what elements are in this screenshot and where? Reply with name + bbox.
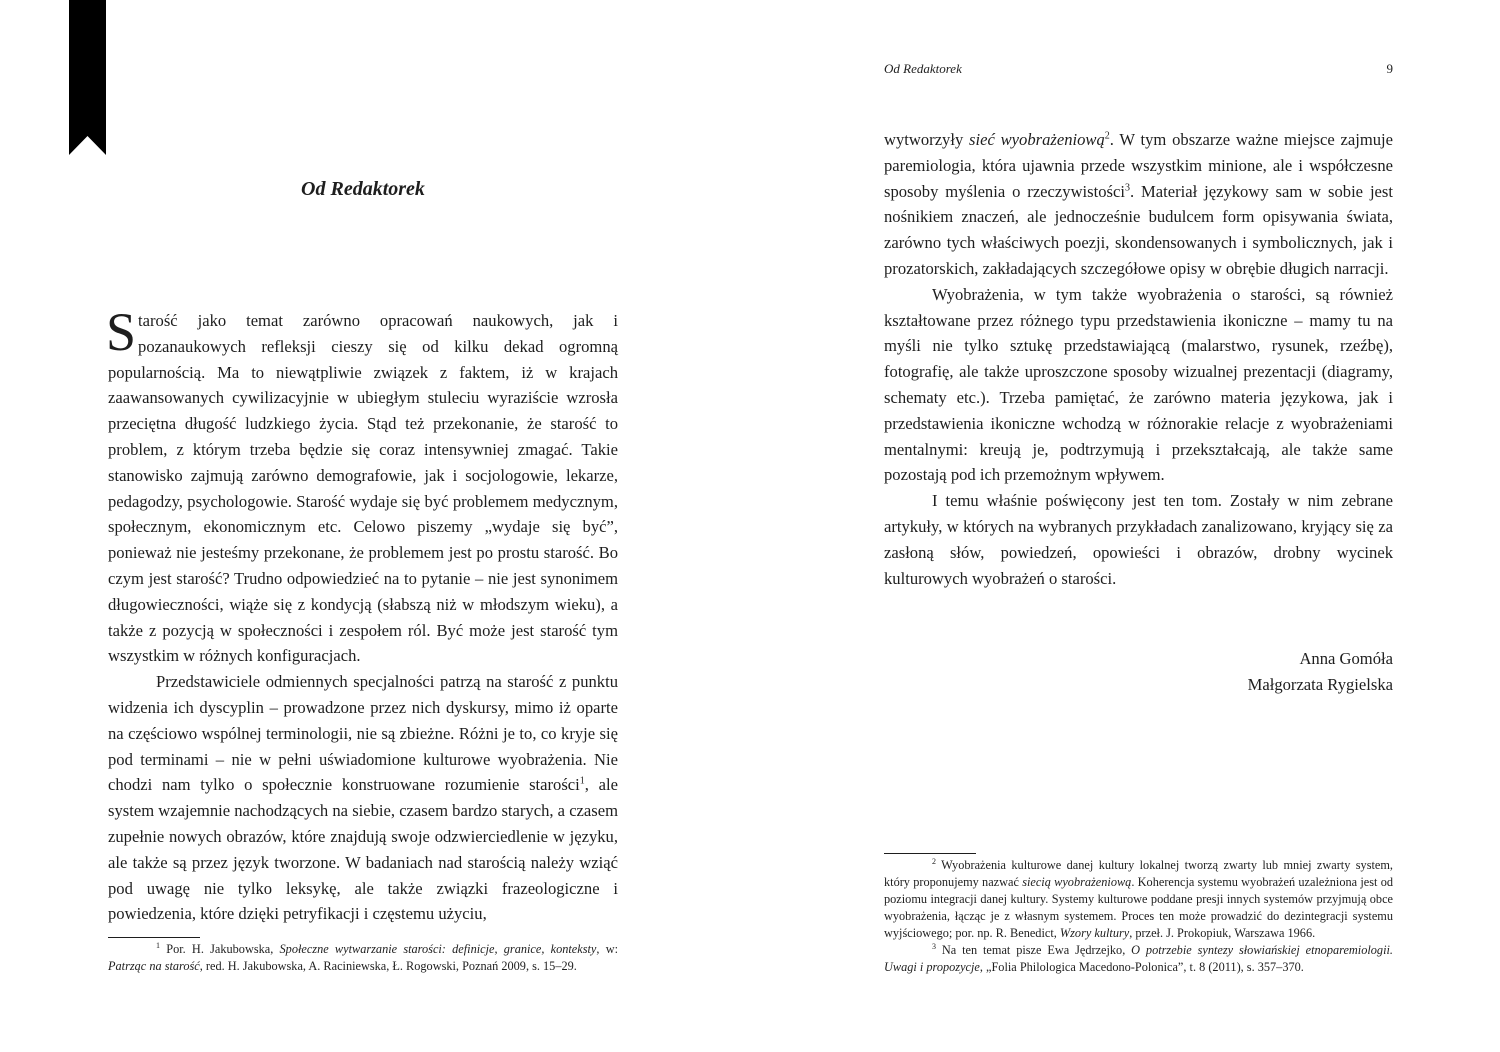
- paragraph: [106, 302, 618, 669]
- footnote-title: O potrzebie syntezy słowiańskiej etnoparemiologii. Uwagi i propozycje: [884, 943, 1393, 974]
- signature-block: [1248, 646, 1393, 698]
- footnote-title: siecią wyobrażeniową: [1022, 875, 1132, 889]
- footnote-text: , „Folia Philologica Macedono-Polonica”, t. 8 (2011), s. 357–370.: [979, 960, 1304, 974]
- footnote-ref[interactable]: 2: [1104, 130, 1110, 142]
- footnote-ref[interactable]: 1: [579, 775, 585, 787]
- paragraph-text: . W tym obszarze ważne miejsce zajmuje paremiologia, która ujawnia przede wszystkim minione, ale i współczesne sposoby myślenia o rzeczywistości: [884, 130, 1394, 201]
- footnote-title: Społeczne wytwarzanie starości: definicje, granice, konteksty: [279, 942, 597, 956]
- author-name: Anna Gomóła: [1299, 649, 1393, 668]
- footnote: [884, 942, 1393, 976]
- footnote-number: 1: [156, 940, 160, 950]
- footnote-rule: [108, 937, 200, 938]
- paragraph: Wyobrażenia, w tym także wyobrażenia o starości, są również kształtowane przez różnego typu przedstawienia ikoniczne – mamy tu na myśli nie tylko sztukę przedstawiającą (malarstwo, rysunek, rzeźbę), fotografię, ale także uproszczone sposoby wizualnej prezentacji (diagramy, schematy etc.). Trzeba pamiętać, że zarówno materia językowa, jak i przedstawienia ikoniczne wchodzą w różnorakie relacje z wyobrażeniami mentalnymi: kreują je, podtrzymują i przekształcają, ale także same pozostają pod ich przemożnym wpływem.: [884, 284, 1393, 485]
- paragraph: [884, 127, 1393, 282]
- page-number: 9: [1386, 61, 1393, 76]
- footnotes: [108, 941, 618, 975]
- paragraph-text: , ale system wzajemnie nachodzących na siebie, czasem bardzo starych, a czasem zupełnie nowych obrazów, które znajdują swoje odzwierciedlenie w języku, ale także są przez język tworzone. W badaniach nad starością należy wziąć pod uwagę nie tylko leksykę, ale także związki frazeologiczne i powiedzenia, które dzięki petryfikacji i częstemu użyciu,: [108, 775, 619, 924]
- footnote-text: . Koherencja systemu wyobrażeń uzależniona jest od poziomu integracji danej kultury. Systemy kulturowe poddane presji innych systemów przyjmują obce wyobrażenia, łącząc je z własnym systemem. Proces ten może prowadzić do dezintegracji systemu wyjściowego; por. np. R. Benedict,: [884, 875, 1393, 940]
- footnote: [884, 857, 1393, 942]
- paragraph: [108, 669, 618, 927]
- emphasis: sieć wyobrażeniową: [969, 130, 1105, 149]
- drop-cap: S: [106, 302, 137, 362]
- running-head: Od Redaktorek: [884, 61, 962, 76]
- footnote-number: 3: [932, 941, 936, 951]
- footnote-title: Wzory kultury: [1059, 926, 1130, 940]
- footnotes: [884, 857, 1393, 976]
- footnote-number: 2: [932, 856, 936, 866]
- page-title: Od Redaktorek: [301, 178, 425, 200]
- footnote-text: , red. H. Jakubowska, A. Raciniewska, Ł. Rogowski, Poznań 2009, s. 15–29.: [199, 959, 577, 973]
- footnote-ref[interactable]: 3: [1124, 182, 1130, 194]
- footnote-text: , w:: [596, 942, 618, 956]
- footnote-text: , przeł. J. Prokopiuk, Warszawa 1966.: [1129, 926, 1316, 940]
- footnote: [108, 941, 618, 975]
- footnote-rule: [884, 853, 976, 854]
- footnote-text: Wyobrażenia kulturowe danej kultury lokalnej tworzą zwarty lub mniej zwarty system, który proponujemy nazwać: [884, 858, 1393, 889]
- bookmark-ribbon-icon: [69, 0, 106, 155]
- author-name: Małgorzata Rygielska: [1247, 675, 1393, 694]
- right-page-body: [884, 127, 1393, 591]
- paragraph-text: tarość jako temat zarówno opracowań naukowych, jak i pozanaukowych refleksji cieszy się od kilku dekad ogromną popularnością. Ma to niewątpliwie związek z faktem, iż w krajach zaawansowanych cywilizacyjnie w ubiegłym stuleciu wyraziście wzrosła przeciętna długość ludzkiego życia. Stąd też przekonanie, że starość to problem, z którym trzeba będzie się coraz intensywniej zmagać. Takie stanowisko zajmują zarówno demografowie, jak i socjologowie, lekarze, pedagodzy, psychologowie. Starość wydaje się być problemem medycznym, społecznym, ekonomicznym etc. Celowo piszemy „wydaje się być”, ponieważ nie jesteśmy przekonane, że problemem jest po prostu starość. Bo czym jest starość? Trudno odpowiedzieć na to pytanie – nie jest synonimem długowieczności, wiąże się z kondycją (słabszą niż w młodszym wieku), a także z pozycją w społeczności i zespołem ról. Być może jest starość tym wszystkim w różnych konfiguracjach.: [108, 311, 618, 666]
- footnote-title: Patrząc na starość: [108, 959, 200, 973]
- paragraph-text: . Materiał językowy sam w sobie jest nośnikiem znaczeń, ale jednocześnie budulcem form opisywania świata, zarówno tych właściwych poezji, skondensowanych i symbolicznych, jak i prozatorskich, zakładających szczegółowe opisy w obrębie długich narracji.: [884, 181, 1393, 278]
- footnote-text: Por. H. Jakubowska,: [160, 942, 280, 956]
- paragraph: I temu właśnie poświęcony jest ten tom. Zostały w nim zebrane artykuły, w których na wybranych przykładach zanalizowano, kryjący się za zasłoną słów, powiedzeń, opowieści i obrazów, drobny wycinek kulturowych wyobrażeń o starości.: [884, 491, 1393, 588]
- paragraph-text: wytworzyły: [884, 130, 970, 149]
- footnote-text: Na ten temat pisze Ewa Jędrzejko,: [936, 943, 1132, 957]
- paragraph-text: Przedstawiciele odmiennych specjalności patrzą na starość z punktu widzenia ich dyscyplin – prowadzone przez nich dyskursy, mimo iż oparte na częściowo wspólnej terminologii, nie są zbieżne. Różni je to, co kryje się pod terminami – nie w pełni uświadomione kulturowe wyobrażenia. Nie chodzi nam tylko o społecznie konstruowane rozumienie starości: [108, 672, 618, 795]
- left-page-body: [106, 302, 619, 927]
